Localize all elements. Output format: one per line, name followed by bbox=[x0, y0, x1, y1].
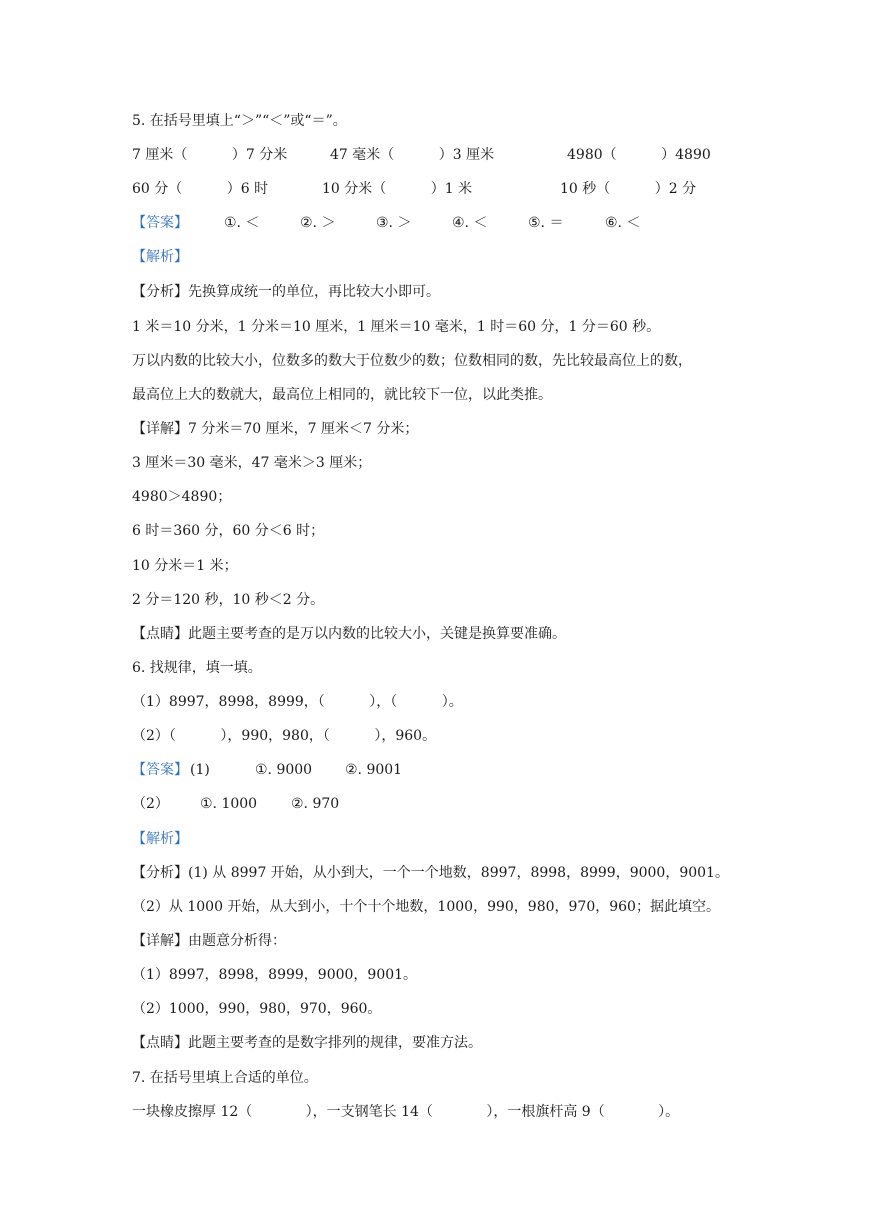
q5-item-5: 10 分米（ ）1 米 bbox=[322, 181, 473, 197]
q6-dianjing: 【点睛】此题主要考查的是数字排列的规律，要准方法。 bbox=[132, 1035, 482, 1051]
q6-fenxi-2: （2）从 1000 开始，从大到小，十个十个地数，1000，990，980，970，960；据此填空。 bbox=[132, 899, 720, 915]
q5-item-6: 10 秒（ ）2 分 bbox=[560, 181, 697, 197]
q5-answer-label: 【答案】 bbox=[132, 215, 188, 231]
q6-answer-label: 【答案】 bbox=[132, 762, 188, 778]
q5-item-1: 7 厘米（ ）7 分米 bbox=[132, 147, 288, 163]
q5-rule-2: 最高位上大的数就大，最高位上相同的，就比较下一位，以此类推。 bbox=[132, 387, 552, 403]
q5-answer-4: ④. ＜ bbox=[452, 215, 488, 231]
q5-detail-6: 2 分＝120 秒，10 秒＜2 分。 bbox=[132, 592, 325, 608]
q6-answer-1-2: ②. 9001 bbox=[345, 762, 403, 778]
q6-line-1: （1）8997，8998，8999，（ ），（ ）。 bbox=[132, 694, 463, 710]
q5-item-4: 60 分（ ）6 时 bbox=[132, 181, 269, 197]
q7-line: 一块橡皮擦厚 12（ ），一支钢笔长 14（ ），一根旗杆高 9（ ）。 bbox=[132, 1104, 680, 1120]
q5-answer-3: ③. ＞ bbox=[376, 215, 412, 231]
q5-detail-4: 6 时＝360 分，60 分＜6 时； bbox=[132, 523, 325, 539]
q5-item-2: 47 毫米（ ）3 厘米 bbox=[330, 147, 495, 163]
q5-fenxi: 【分析】先换算成统一的单位，再比较大小即可。 bbox=[132, 284, 440, 300]
q5-answer-5: ⑤. ＝ bbox=[528, 215, 564, 231]
q6-answer-1-1: ①. 9000 bbox=[255, 762, 313, 778]
q6-answer-prefix-2: （2） bbox=[132, 796, 169, 812]
q6-answer-prefix-1: (1) bbox=[190, 762, 210, 778]
q5-detail-1: 【详解】7 分米＝70 厘米，7 厘米＜7 分米； bbox=[132, 421, 419, 437]
q5-dianjing: 【点睛】此题主要考查的是万以内数的比较大小，关键是换算要准确。 bbox=[132, 626, 566, 642]
q5-detail-5: 10 分米＝1 米； bbox=[132, 558, 238, 574]
q5-answer-6: ⑥. ＜ bbox=[605, 215, 641, 231]
q7-title: 7. 在括号里填上合适的单位。 bbox=[132, 1070, 318, 1086]
q5-analysis-label: 【解析】 bbox=[132, 249, 188, 265]
q5-detail-2: 3 厘米＝30 毫米，47 毫米＞3 厘米； bbox=[132, 455, 372, 471]
q5-title: 5. 在括号里填上“＞”“＜”或“＝”。 bbox=[132, 113, 347, 129]
q6-detail-1: （1）8997，8998，8999，9000，9001。 bbox=[132, 967, 418, 983]
q5-detail-3: 4980＞4890； bbox=[132, 489, 232, 505]
q6-answer-2-1: ①. 1000 bbox=[200, 796, 258, 812]
q5-answer-2: ②. ＞ bbox=[300, 215, 336, 231]
q6-detail-head: 【详解】由题意分析得： bbox=[132, 933, 286, 949]
q5-units: 1 米＝10 分米，1 分米＝10 厘米，1 厘米＝10 毫米，1 时＝60 分，1 分＝60 秒。 bbox=[132, 319, 661, 335]
q5-answer-1: ①. ＜ bbox=[224, 215, 260, 231]
q6-title: 6. 找规律，填一填。 bbox=[132, 660, 262, 676]
q6-fenxi-1: 【分析】(1) 从 8997 开始，从小到大，一个一个地数，8997，8998，8999，9000，9001。 bbox=[132, 865, 729, 881]
q5-rule-1: 万以内数的比较大小，位数多的数大于位数少的数；位数相同的数，先比较最高位上的数， bbox=[132, 353, 692, 369]
q6-answer-2-2: ②. 970 bbox=[291, 796, 340, 812]
q6-detail-2: （2）1000，990，980，970，960。 bbox=[132, 1001, 382, 1017]
q5-item-3: 4980（ ）4890 bbox=[567, 147, 711, 163]
q6-line-2: （2）（ ），990，980，（ ），960。 bbox=[132, 728, 437, 744]
q6-analysis-label: 【解析】 bbox=[132, 831, 188, 847]
